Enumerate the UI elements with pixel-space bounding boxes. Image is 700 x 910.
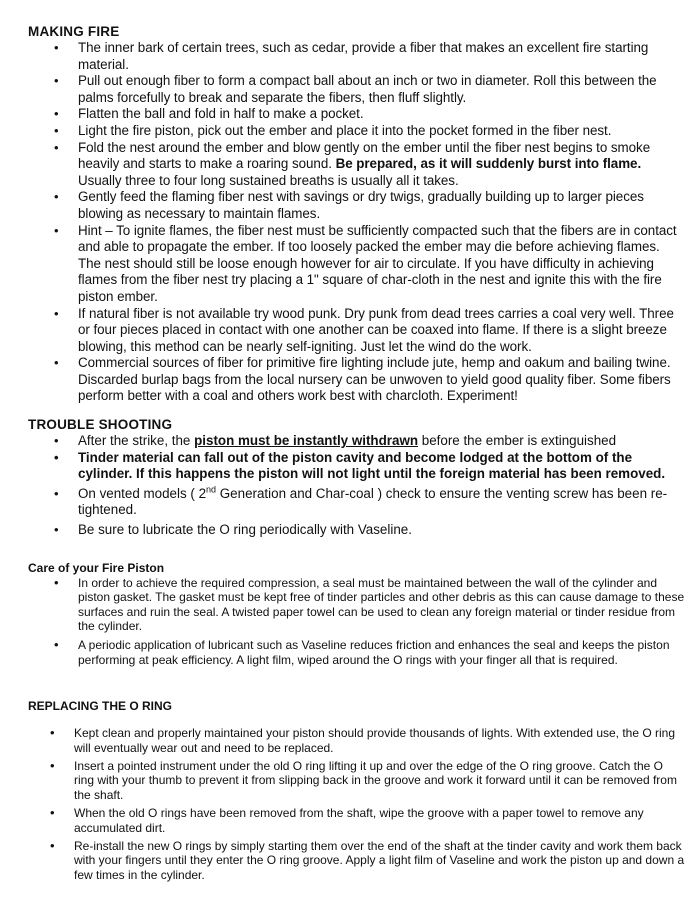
list-item: • Flatten the ball and fold in half to make a pocket. <box>78 106 686 123</box>
item-bold-warning: Be prepared, as it will suddenly burst into flame. <box>335 156 642 172</box>
replacing-o-ring-section <box>28 699 686 882</box>
list-item: • Tinder material can fall out of the piston cavity and become lodged at the bottom of the cylinder. If this happens the piston will not light until the foreign material has been removed. <box>78 450 686 483</box>
care-list <box>28 576 686 668</box>
making-fire-heading: MAKING FIRE <box>28 24 120 39</box>
care-heading: Care of your Fire Piston <box>28 560 165 575</box>
item-text: After the strike, the <box>78 433 195 449</box>
list-item: • Re-install the new O rings by simply starting them over the end of the shaft at the tinder cavity and work them back with your fingers until they enter the O ring groove. Apply a light film of Vaseline and work the piston up and down a few times in the cylinder. <box>74 839 686 882</box>
superscript: nd <box>206 484 217 495</box>
item-text: On vented models ( 2 <box>78 485 207 501</box>
item-text: Fold the nest around the ember and blow gently on the ember until the fiber nest begins to smoke heavily and starts to make a roaring sound. <box>78 139 651 172</box>
item-text: Generation and Char-coal ) check to ensure the venting screw has been re-tightened. <box>78 485 668 518</box>
list-item <box>78 140 686 190</box>
list-item: • Gently feed the flaming fiber nest with savings or dry twigs, gradually building up to larger pieces blowing as necessary to maintain flames. <box>78 189 686 222</box>
list-item: • The inner bark of certain trees, such as cedar, provide a fiber that makes an excellent fire starting material. <box>78 40 686 73</box>
list-item: • Pull out enough fiber to form a compact ball about an inch or two in diameter. Roll this between the palms forcefully to break and separate the fibers, then fluff slightly. <box>78 73 686 106</box>
trouble-shooting-section <box>28 417 686 539</box>
list-item: • Hint – To ignite flames, the fiber nest must be sufficiently compacted such that the fibers are in contact and able to propagate the ember. If too loosely packed the ember may die before achieving flames. The nest should still be loose enough however for air to circulate. If you have difficulty in achieving flames from the fiber nest try placing a 1" square of char-cloth in the nest and ignite this with the fire piston ember. <box>78 223 686 306</box>
list-item: • A periodic application of lubricant such as Vaseline reduces friction and enhances the seal and keeps the piston performing at peak efficiency. A light film, wiped around the O rings with your finger all that is required. <box>78 638 686 667</box>
list-item: • Insert a pointed instrument under the old O ring lifting it up and over the edge of the O ring groove. Catch the O ring with your thumb to prevent it from slipping back in the groove and work it forward until it can be removed from the shaft. <box>74 759 686 802</box>
list-item: • Kept clean and properly maintained your piston should provide thousands of lights. With extended use, the O ring will eventually wear out and need to be replaced. <box>74 726 686 755</box>
item-bold-underline: piston must be instantly withdrawn <box>194 433 419 449</box>
trouble-shooting-heading: TROUBLE SHOOTING <box>28 417 173 433</box>
list-item: • Commercial sources of fiber for primitive fire lighting include jute, hemp and oakum and bailing twine. Discarded burlap bags from the local nursery can be unwoven to yield good quality fiber. Some fibers perform better with a coal and others work best with charcloth. Experiment! <box>78 355 686 405</box>
list-item: • If natural fiber is not available try wood punk. Dry punk from dead trees carries a coal very well. Three or four pieces placed in contact with one another can be coaxed into flame. If there is a slight breeze blowing, this method can be nearly self-igniting. Just let the wind do the work. <box>78 306 686 356</box>
replacing-o-ring-heading: REPLACING THE O RING <box>28 699 173 714</box>
replacing-o-ring-list <box>28 726 686 882</box>
care-section <box>28 561 686 668</box>
list-item <box>78 433 686 450</box>
trouble-shooting-list <box>28 433 686 539</box>
item-text: Usually three to four long sustained breaths is usually all it takes. <box>78 172 459 188</box>
making-fire-section <box>28 0 686 405</box>
list-item: • Be sure to lubricate the O ring periodically with Vaseline. <box>78 522 686 539</box>
item-text: before the ember is extinguished <box>418 433 617 449</box>
list-item <box>78 486 686 519</box>
list-item: • In order to achieve the required compression, a seal must be maintained between the wall of the cylinder and piston gasket. The gasket must be kept free of tinder particles and other debris as this can cause damage to these surfaces and ruin the seal. A twisted paper towel can be used to clean any foreign material or tinder residue from the cylinder. <box>78 576 686 634</box>
list-item: • Light the fire piston, pick out the ember and place it into the pocket formed in the fiber nest. <box>78 123 686 140</box>
list-item: • When the old O rings have been removed from the shaft, wipe the groove with a paper towel to remove any accumulated dirt. <box>74 806 686 835</box>
making-fire-list <box>28 40 686 405</box>
